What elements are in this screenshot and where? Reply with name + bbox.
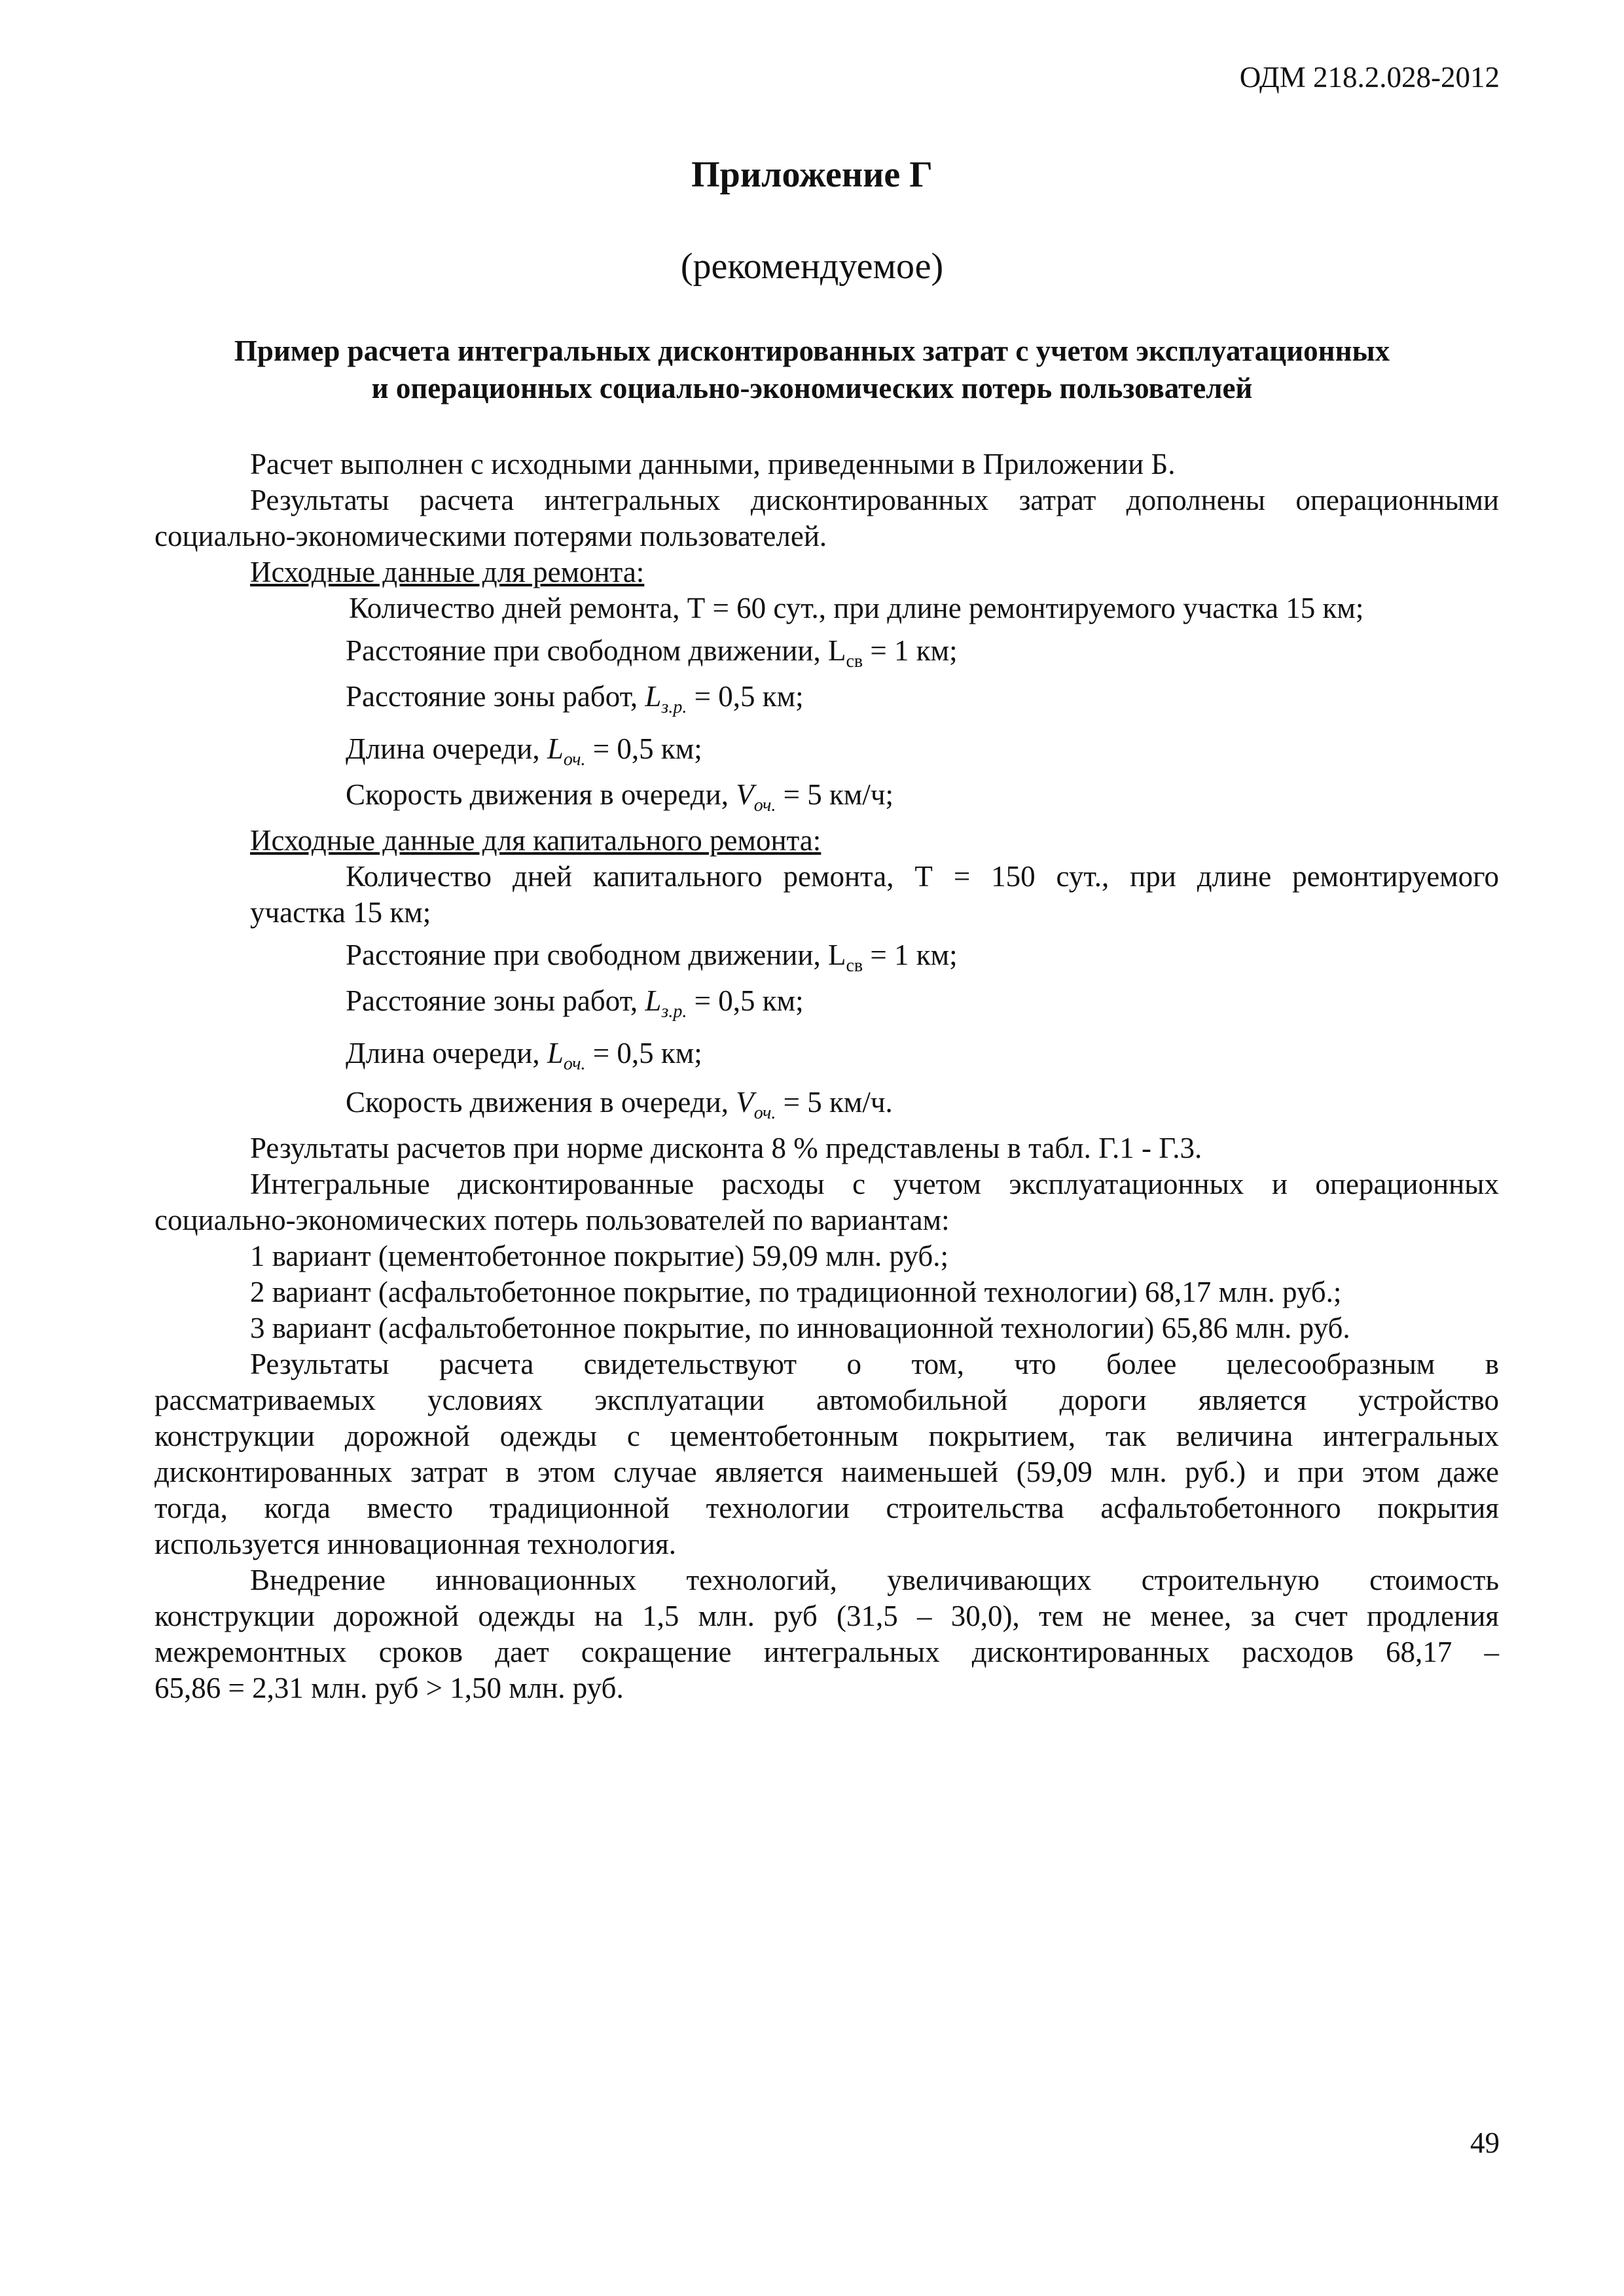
variant-item: 2 вариант (асфальтобетонное покрытие, по традиционной технологии) 68,17 млн. руб.; <box>250 1276 1342 1308</box>
variable: L <box>645 680 662 713</box>
value: = 0,5 км; <box>694 984 804 1017</box>
capital-zone-distance <box>346 984 804 1022</box>
conclusion-line: Результаты расчета свидетельствуют о том, что более целесообразным в <box>250 1348 1499 1380</box>
subscript: оч. <box>563 1054 586 1074</box>
intro-paragraph: Расчет выполнен с исходными данными, приведенными в Приложении Б. <box>250 448 1176 480</box>
innovation-line: 65,86 = 2,31 млн. руб > 1,50 млн. руб. <box>154 1672 624 1704</box>
subscript: св <box>846 956 863 976</box>
value: = 0,5 км; <box>592 1037 702 1069</box>
variant-item: 3 вариант (асфальтобетонное покрытие, по инновационной технологии) 65,86 млн. руб. <box>250 1312 1350 1344</box>
capital-queue-speed <box>346 1085 893 1124</box>
results-paragraph: Результаты расчетов при норме дисконта 8 % представлены в табл. Г.1 - Г.3. <box>250 1132 1202 1164</box>
variable: L <box>827 939 846 971</box>
capital-free-distance <box>346 938 958 977</box>
section-heading <box>0 332 1624 407</box>
page-number: 49 <box>1470 2126 1500 2159</box>
conclusion-line: дисконтированных затрат в этом случае является наименьшей (59,09 млн. руб.) и при этом даже <box>154 1456 1499 1488</box>
section-heading-line: Пример расчета интегральных дисконтированных затрат с учетом эксплуатационных <box>234 334 1390 367</box>
document-code: ОДМ 218.2.028-2012 <box>1239 61 1500 94</box>
repair-days: Количество дней ремонта, Т = 60 сут., при длине ремонтируемого участка 15 км; <box>349 592 1364 624</box>
appendix-title: Приложение Г <box>691 154 933 195</box>
subscript: з.р. <box>661 1001 687 1022</box>
variable: L <box>547 732 564 765</box>
subscript: оч. <box>753 795 776 816</box>
label: Расстояние при свободном движении, <box>346 939 821 971</box>
value: = 5 км/ч. <box>783 1086 893 1119</box>
label: Длина очереди, <box>346 732 540 765</box>
value: = 1 км; <box>870 939 958 971</box>
innovation-line: Внедрение инновационных технологий, увеличивающих строительную стоимость <box>250 1564 1499 1596</box>
label: Расстояние при свободном движении, <box>346 634 821 667</box>
repair-queue-speed <box>346 778 893 816</box>
variable: L <box>645 984 662 1017</box>
subscript: св <box>846 651 863 672</box>
results-paragraph: социально-экономических потерь пользователей по вариантам: <box>154 1204 950 1236</box>
value: = 0,5 км; <box>592 732 702 765</box>
subscript: оч. <box>753 1103 776 1123</box>
variable: L <box>547 1037 564 1069</box>
conclusion-line: тогда, когда вместо традиционной технологии строительства асфальтобетонного покрытия <box>154 1492 1499 1524</box>
value: = 5 км/ч; <box>783 778 893 811</box>
section-heading-line: и операционных социально-экономических потерь пользователей <box>371 372 1253 404</box>
capital-queue-length <box>346 1036 702 1075</box>
innovation-line: конструкции дорожной одежды на 1,5 млн. руб (31,5 – 30,0), тем не менее, за счет продления <box>154 1600 1499 1632</box>
capital-days: Количество дней капитального ремонта, Т = 150 сут., при длине ремонтируемого <box>346 860 1499 893</box>
value: = 0,5 км; <box>694 680 804 713</box>
subscript: оч. <box>563 749 586 770</box>
innovation-line: межремонтных сроков дает сокращение интегральных дисконтированных расходов 68,17 – <box>154 1636 1499 1668</box>
repair-zone-distance <box>346 679 804 718</box>
variant-item: 1 вариант (цементобетонное покрытие) 59,09 млн. руб.; <box>250 1240 948 1272</box>
results-paragraph: Интегральные дисконтированные расходы с учетом эксплуатационных и операционных <box>250 1168 1499 1200</box>
label: Скорость движения в очереди, <box>346 1086 729 1119</box>
label: Расстояние зоны работ, <box>346 680 638 713</box>
variable: L <box>827 634 846 667</box>
capital-heading: Исходные данные для капитального ремонта: <box>250 824 821 857</box>
label: Длина очереди, <box>346 1037 540 1069</box>
appendix-status: (рекомендуемое) <box>680 246 944 287</box>
subscript: з.р. <box>661 697 687 717</box>
value: = 1 км; <box>870 634 958 667</box>
label: Скорость движения в очереди, <box>346 778 729 811</box>
intro-paragraph: Результаты расчета интегральных дисконтированных затрат дополнены операционными <box>250 484 1499 516</box>
repair-free-distance <box>346 634 958 672</box>
variable: V <box>736 778 754 811</box>
capital-days: участка 15 км; <box>250 896 431 929</box>
conclusion-line: конструкции дорожной одежды с цементобетонным покрытием, так величина интегральных <box>154 1420 1499 1452</box>
conclusion-line: используется инновационная технология. <box>154 1528 676 1560</box>
repair-heading: Исходные данные для ремонта: <box>250 556 645 588</box>
variable: V <box>736 1086 754 1119</box>
conclusion-line: рассматриваемых условиях эксплуатации автомобильной дороги является устройство <box>154 1384 1499 1416</box>
intro-paragraph: социально-экономическими потерями пользователей. <box>154 520 827 552</box>
repair-queue-length <box>346 732 702 770</box>
label: Расстояние зоны работ, <box>346 984 638 1017</box>
